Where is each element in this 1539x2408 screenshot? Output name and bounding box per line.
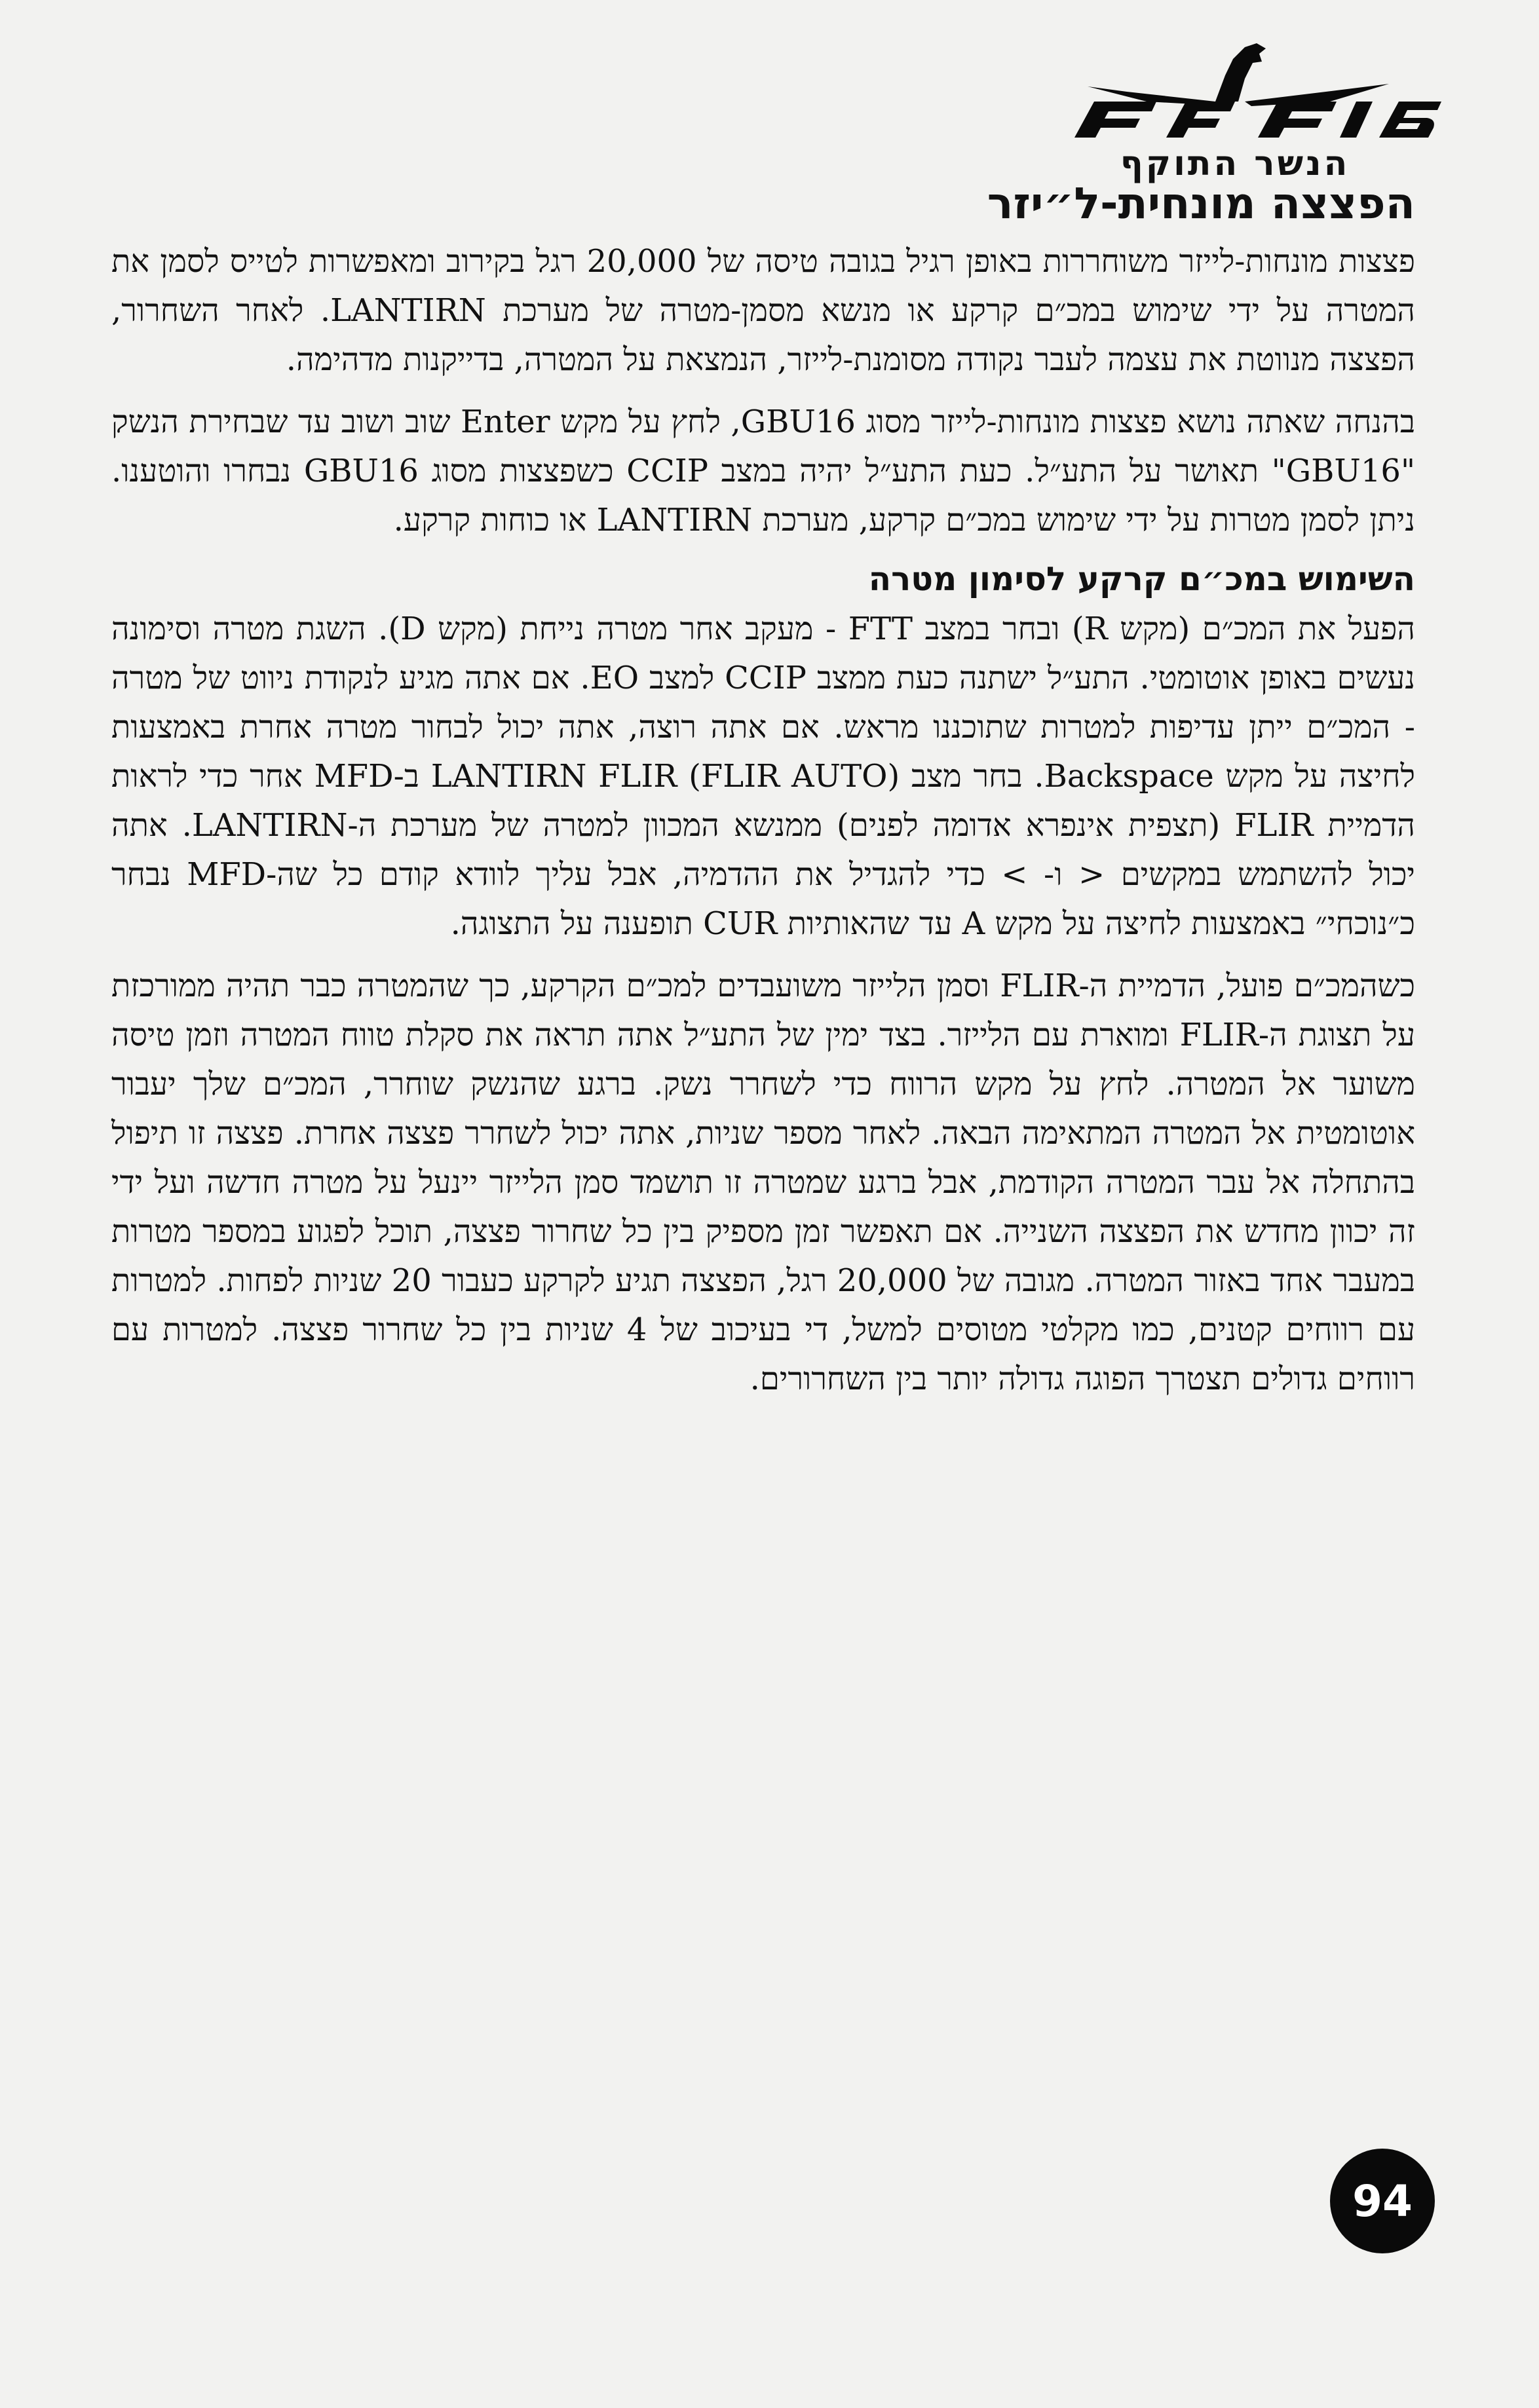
paragraph-3: הפעל את המכ״ם (מקש R) ובחר במצב FTT - מעקב אחר מטרה נייחת (מקש D). השגת מטרה וסימונה נעשים באופן אוטומטי. התע״ל ישתנה כעת ממצב CCIP למצב EO. אם אתה מגיע לנקודת ניווט של מטרה - המכ״ם ייתן עדיפות למטרות שתוכננו מראש. אם אתה רוצה, אתה יכול לבחור מטרה אחרת באמצעות לחיצה על מקש Backspace. בחר מצב LANTIRN FLIR (FLIR AUTO) ב-MFD אחר כדי לראות הדמיית FLIR (תצפית אינפרא אדומה לפנים) ממנשא המכוון למטרה של מערכת ה-LANTIRN. אתה יכול להשתמש במקשים < ו- > כדי להגדיל את ההדמיה, אבל עליך לוודא קודם כל שה-MFD נבחר כ״נוכחי״ באמצעות לחיצה על מקש A עד שהאותיות CUR תופענה על התצוגה. <box>111 610 1416 942</box>
subheading: השימוש במכ״ם קרקע לסימון מטרה <box>868 559 1415 598</box>
main-content <box>111 180 1415 1417</box>
page-number-badge: 94 <box>1330 2149 1435 2253</box>
paragraph-4: כשהמכ״ם פועל, הדמיית ה-FLIR וסמן הלייזר משועבדים למכ״ם הקרקע, כך שהמטרה כבר תהיה ממורכזת על תצוגת ה-FLIR ומוארת עם הלייזר. בצד ימין של התע״ל אתה תראה את סקלת טווח המטרה וזמן טיסה משוער אל המטרה. לחץ על מקש הרווח כדי לשחרר נשק. ברגע שהנשק שוחרר, המכ״ם שלך יעבור אוטומטית אל המטרה המתאימה הבאה. לאחר מספר שניות, אתה יכול לשחרר פצצה אחרת. פצצה זו תיפול בהתחלה אל עבר המטרה הקודמת, אבל ברגע שמטרה זו תושמד סמן הלייזר יינעל על מטרה חדשה ועל ידי זה יכוון מחדש את הפצצה השנייה. אם תאפשר זמן מספיק בין כל שחרור פצצה, תוכל לפגוע במספר מטרות במעבר אחד באזור המטרה. מגובה של 20,000 רגל, הפצצה תגיע לקרקע כעבור 20 שניות לפחות. למטרות עם רווחים קטנים, כמו מקלטי מטוסים למשל, די בעיכוב של 4 שניות בין כל שחרור פצצה. למטרות עם רווחים גדולים תצטרך הפוגה גדולה יותר בין השחרורים. <box>111 967 1416 1397</box>
paragraph-2: בהנחה שאתה נושא פצצות מונחות-לייזר מסוג GBU16, לחץ על מקש Enter שוב ושוב עד שבחירת הנשק "GBU16" תאושר על התע״ל. כעת התע״ל יהיה במצב CCIP כשפצצות מסוג GBU16 נבחרו והוטענו. ניתן לסמן מטרות על ידי שימוש במכ״ם קרקע, מערכת LANTIRN או כוחות קרקע. <box>111 403 1416 538</box>
section-title: הפצצה מונחית-ל״יזר <box>987 178 1415 229</box>
paragraph-1: פצצות מונחות-לייזר משוחררות באופן רגיל בגובה טיסה של 20,000 רגל בקירוב ומאפשרות לטייס לסמן את המטרה על ידי שימוש במכ״ם קרקע או מנשא מסמן-מטרה של מערכת LANTIRN. לאחר השחרור, הפצצה מנווטת את עצמה לעבר נקודה מסומנת-לייזר, הנמצאת על המטרה, בדייקנות מדהימה. <box>111 242 1416 378</box>
logo-subtitle: הנשר התוקף <box>1120 144 1350 183</box>
eagle-f16-logo-icon <box>1048 39 1448 151</box>
